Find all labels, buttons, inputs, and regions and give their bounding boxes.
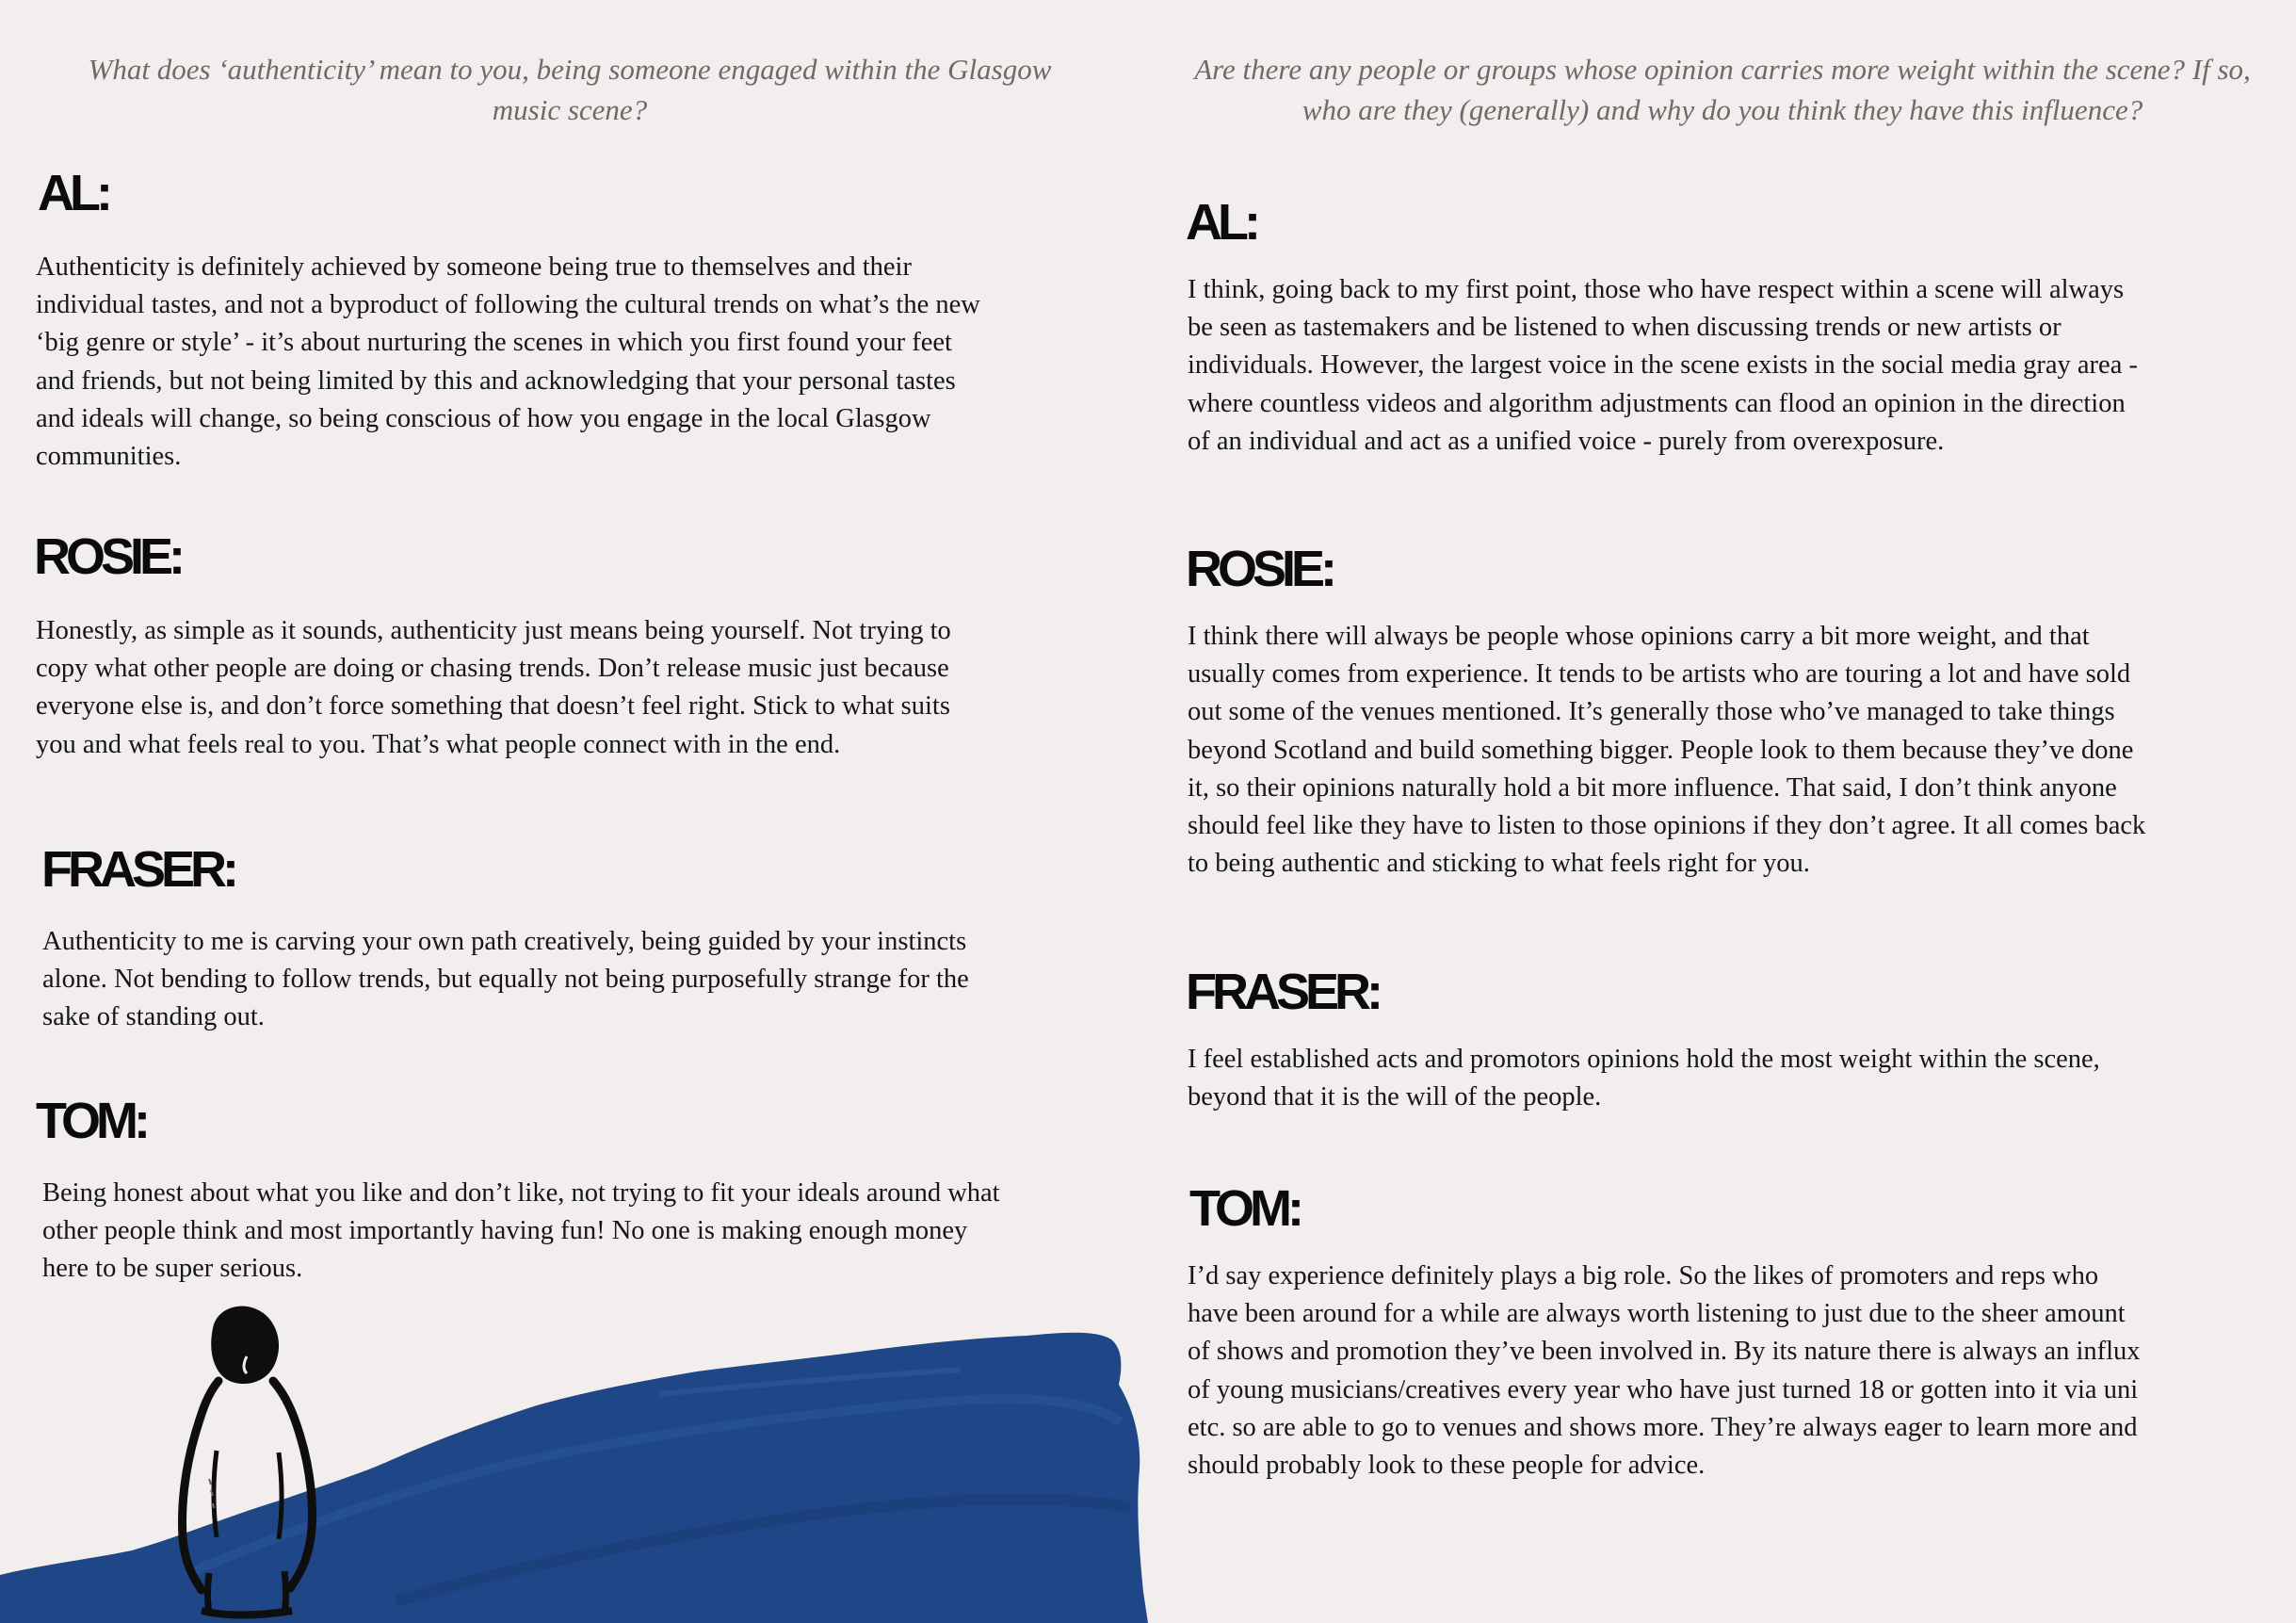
answer-fraser: I feel established acts and promotors opinions hold the most weight within the scene, beyond that it is the will of the people. [1188,1045,2100,1112]
answer-rosie: I think there will always be people whose opinions carry a bit more weight, and that usually comes from experience. It tends to be artists who are touring a lot and have sold out some of the venues mentioned. It’s generally those who’ve managed to take things beyond Scotland and build something bigger. People look to them because they’ve done it, so their opinions naturally hold a bit more influence. That said, I don’t think anyone should feel like they have to listen to those opinions if they don’t agree. It all comes back to being authentic and sticking to what feels right for you. [1188,622,2146,879]
question-authenticity: What does ‘authenticity’ mean to you, being someone engaged within the Glasgow music scene? [88,53,1052,126]
question-influence: Are there any people or groups whose opinion carries more weight within the scene? If so, who are they (generally) and why do you think they have this influence? [1194,53,2251,126]
speaker-al: AL: [38,165,108,221]
speaker-tom: TOM: [36,1093,146,1149]
right-page [1148,0,2296,1623]
speaker-fraser: FRASER: [1186,964,1379,1020]
blue-wave [0,1333,1148,1623]
answer-tom: Being honest about what you like and don’t like, not trying to fit your ideals around what other people think and most importantly having fun! No one is making enough money here to be super serious. [42,1178,1000,1284]
speaker-fraser: FRASER: [41,841,234,898]
answer-rosie: Honestly, as simple as it sounds, authenticity just means being yourself. Not trying to copy what other people are doing or chasing trends. Don’t release music just because everyone else is, and don’t force something that doesn’t feel right. Stick to what suits you and what feels real to you. That’s what people connect with in the end. [36,616,951,759]
answer-al: I think, going back to my first point, those who have respect within a scene will always be seen as tastemakers and be listened to when discussing trends or new artists or individuals. However, the largest voice in the scene exists in the social media gray area - where countless videos and algorithm adjustments can flood an opinion in the direction of an individual and act as a unified voice - purely from overexposure. [1188,275,2138,456]
wave-and-figure-illustration [0,1290,1148,1623]
speaker-rosie: ROSIE: [1186,541,1334,597]
speaker-al: AL: [1186,194,1256,251]
answer-al: Authenticity is definitely achieved by someone being true to themselves and their individual tastes, and not a byproduct of following the cultural trends on what’s the new ‘big genre or style’ - it’s about nurturing the scenes in which you first found your feet and friends, but not being limited by this and acknowledging that your personal tastes and ideals will change, so being conscious of how you engage in the local Glasgow communities. [36,252,980,472]
answer-tom: I’d say experience definitely plays a big role. So the likes of promoters and reps who have been around for a while are always worth listening to just due to the sheer amount of shows and promotion they’ve been involved in. By its nature there is always an influx of young musicians/creatives every year who have just turned 18 or gotten into it via uni etc. so are able to go to venues and shows more. They’re always eager to learn more and should probably look to these people for advice. [1188,1261,2141,1481]
speaker-tom: TOM: [1189,1180,1300,1237]
speaker-rosie: ROSIE: [34,528,182,585]
answer-fraser: Authenticity to me is carving your own path creatively, being guided by your instincts alone. Not bending to follow trends, but equally not being purposefully strange for the sake of standing out. [42,927,969,1032]
